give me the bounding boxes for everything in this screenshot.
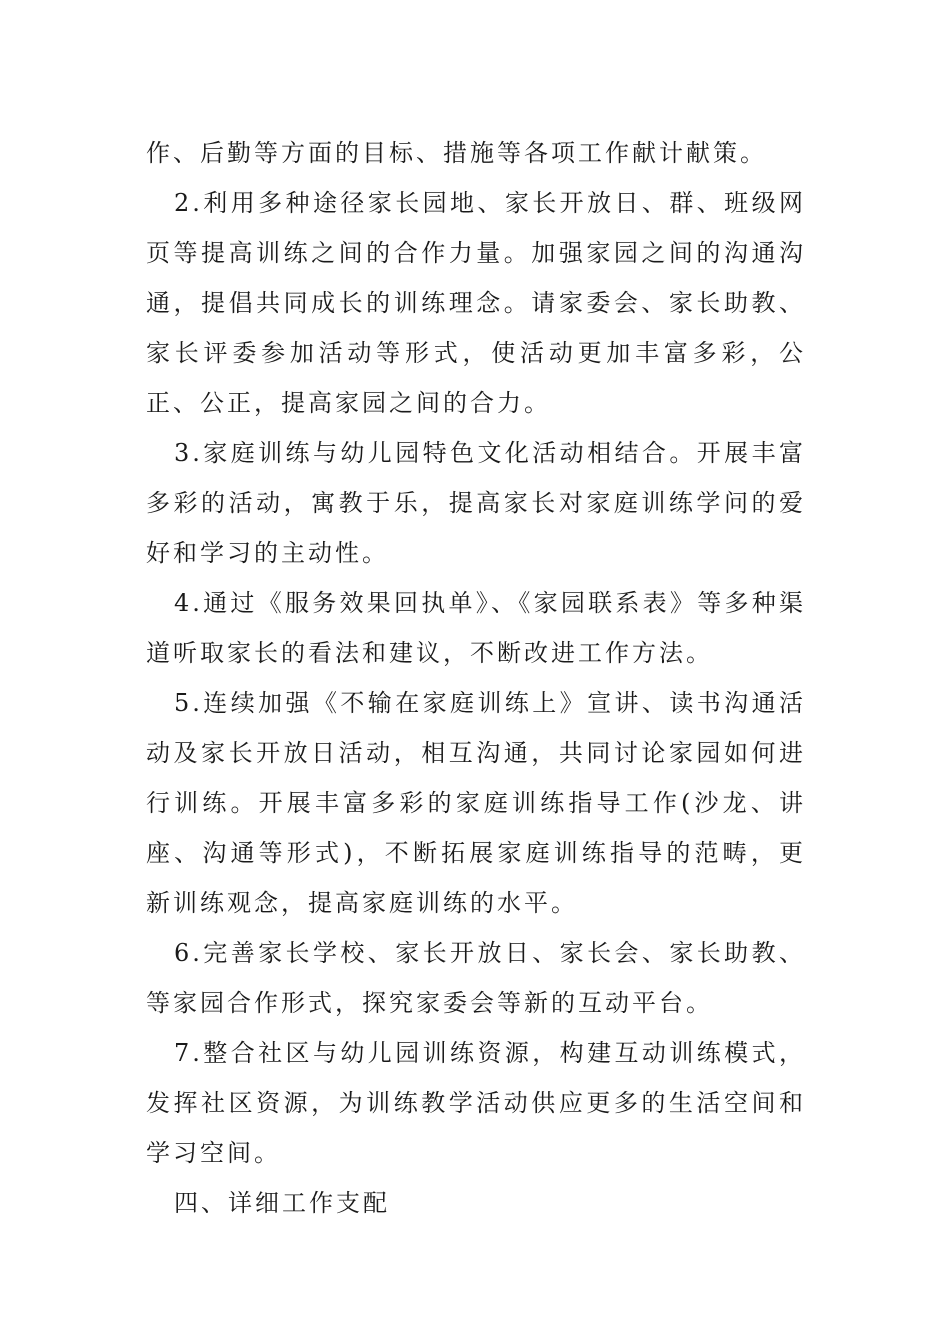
paragraph-item-5: 5.连续加强《不输在家庭训练上》宣讲、读书沟通活动及家长开放日活动，相互沟通，共同讨论家园如何进行训练。开展丰富多彩的家庭训练指导工作(沙龙、讲座、沟通等形式)，不断拓展家庭训练指导的范畴，更新训练观念，提高家庭训练的水平。 [146, 689, 806, 917]
paragraph-continuation: 作、后勤等方面的目标、措施等各项工作献计献策。 [146, 139, 767, 167]
paragraph-item-7: 7.整合社区与幼儿园训练资源，构建互动训练模式，发挥社区资源，为训练教学活动供应更多的生活空间和学习空间。 [146, 1039, 806, 1167]
paragraph-item-6: 6.完善家长学校、家长开放日、家长会、家长助教、等家园合作形式，探究家委会等新的互动平台。 [146, 939, 806, 1017]
section-heading: 四、详细工作支配 [174, 1189, 390, 1217]
document-body [146, 128, 806, 1228]
paragraph-item-3: 3.家庭训练与幼儿园特色文化活动相结合。开展丰富多彩的活动，寓教于乐，提高家长对家庭训练学问的爱好和学习的主动性。 [146, 439, 806, 567]
paragraph-item-4: 4.通过《服务效果回执单》、《家园联系表》等多种渠道听取家长的看法和建议，不断改进工作方法。 [146, 589, 806, 667]
paragraph-item-2: 2.利用多种途径家长园地、家长开放日、群、班级网页等提高训练之间的合作力量。加强家园之间的沟通沟通，提倡共同成长的训练理念。请家委会、家长助教、家长评委参加活动等形式，使活动更加丰富多彩，公正、公正，提高家园之间的合力。 [146, 189, 806, 417]
